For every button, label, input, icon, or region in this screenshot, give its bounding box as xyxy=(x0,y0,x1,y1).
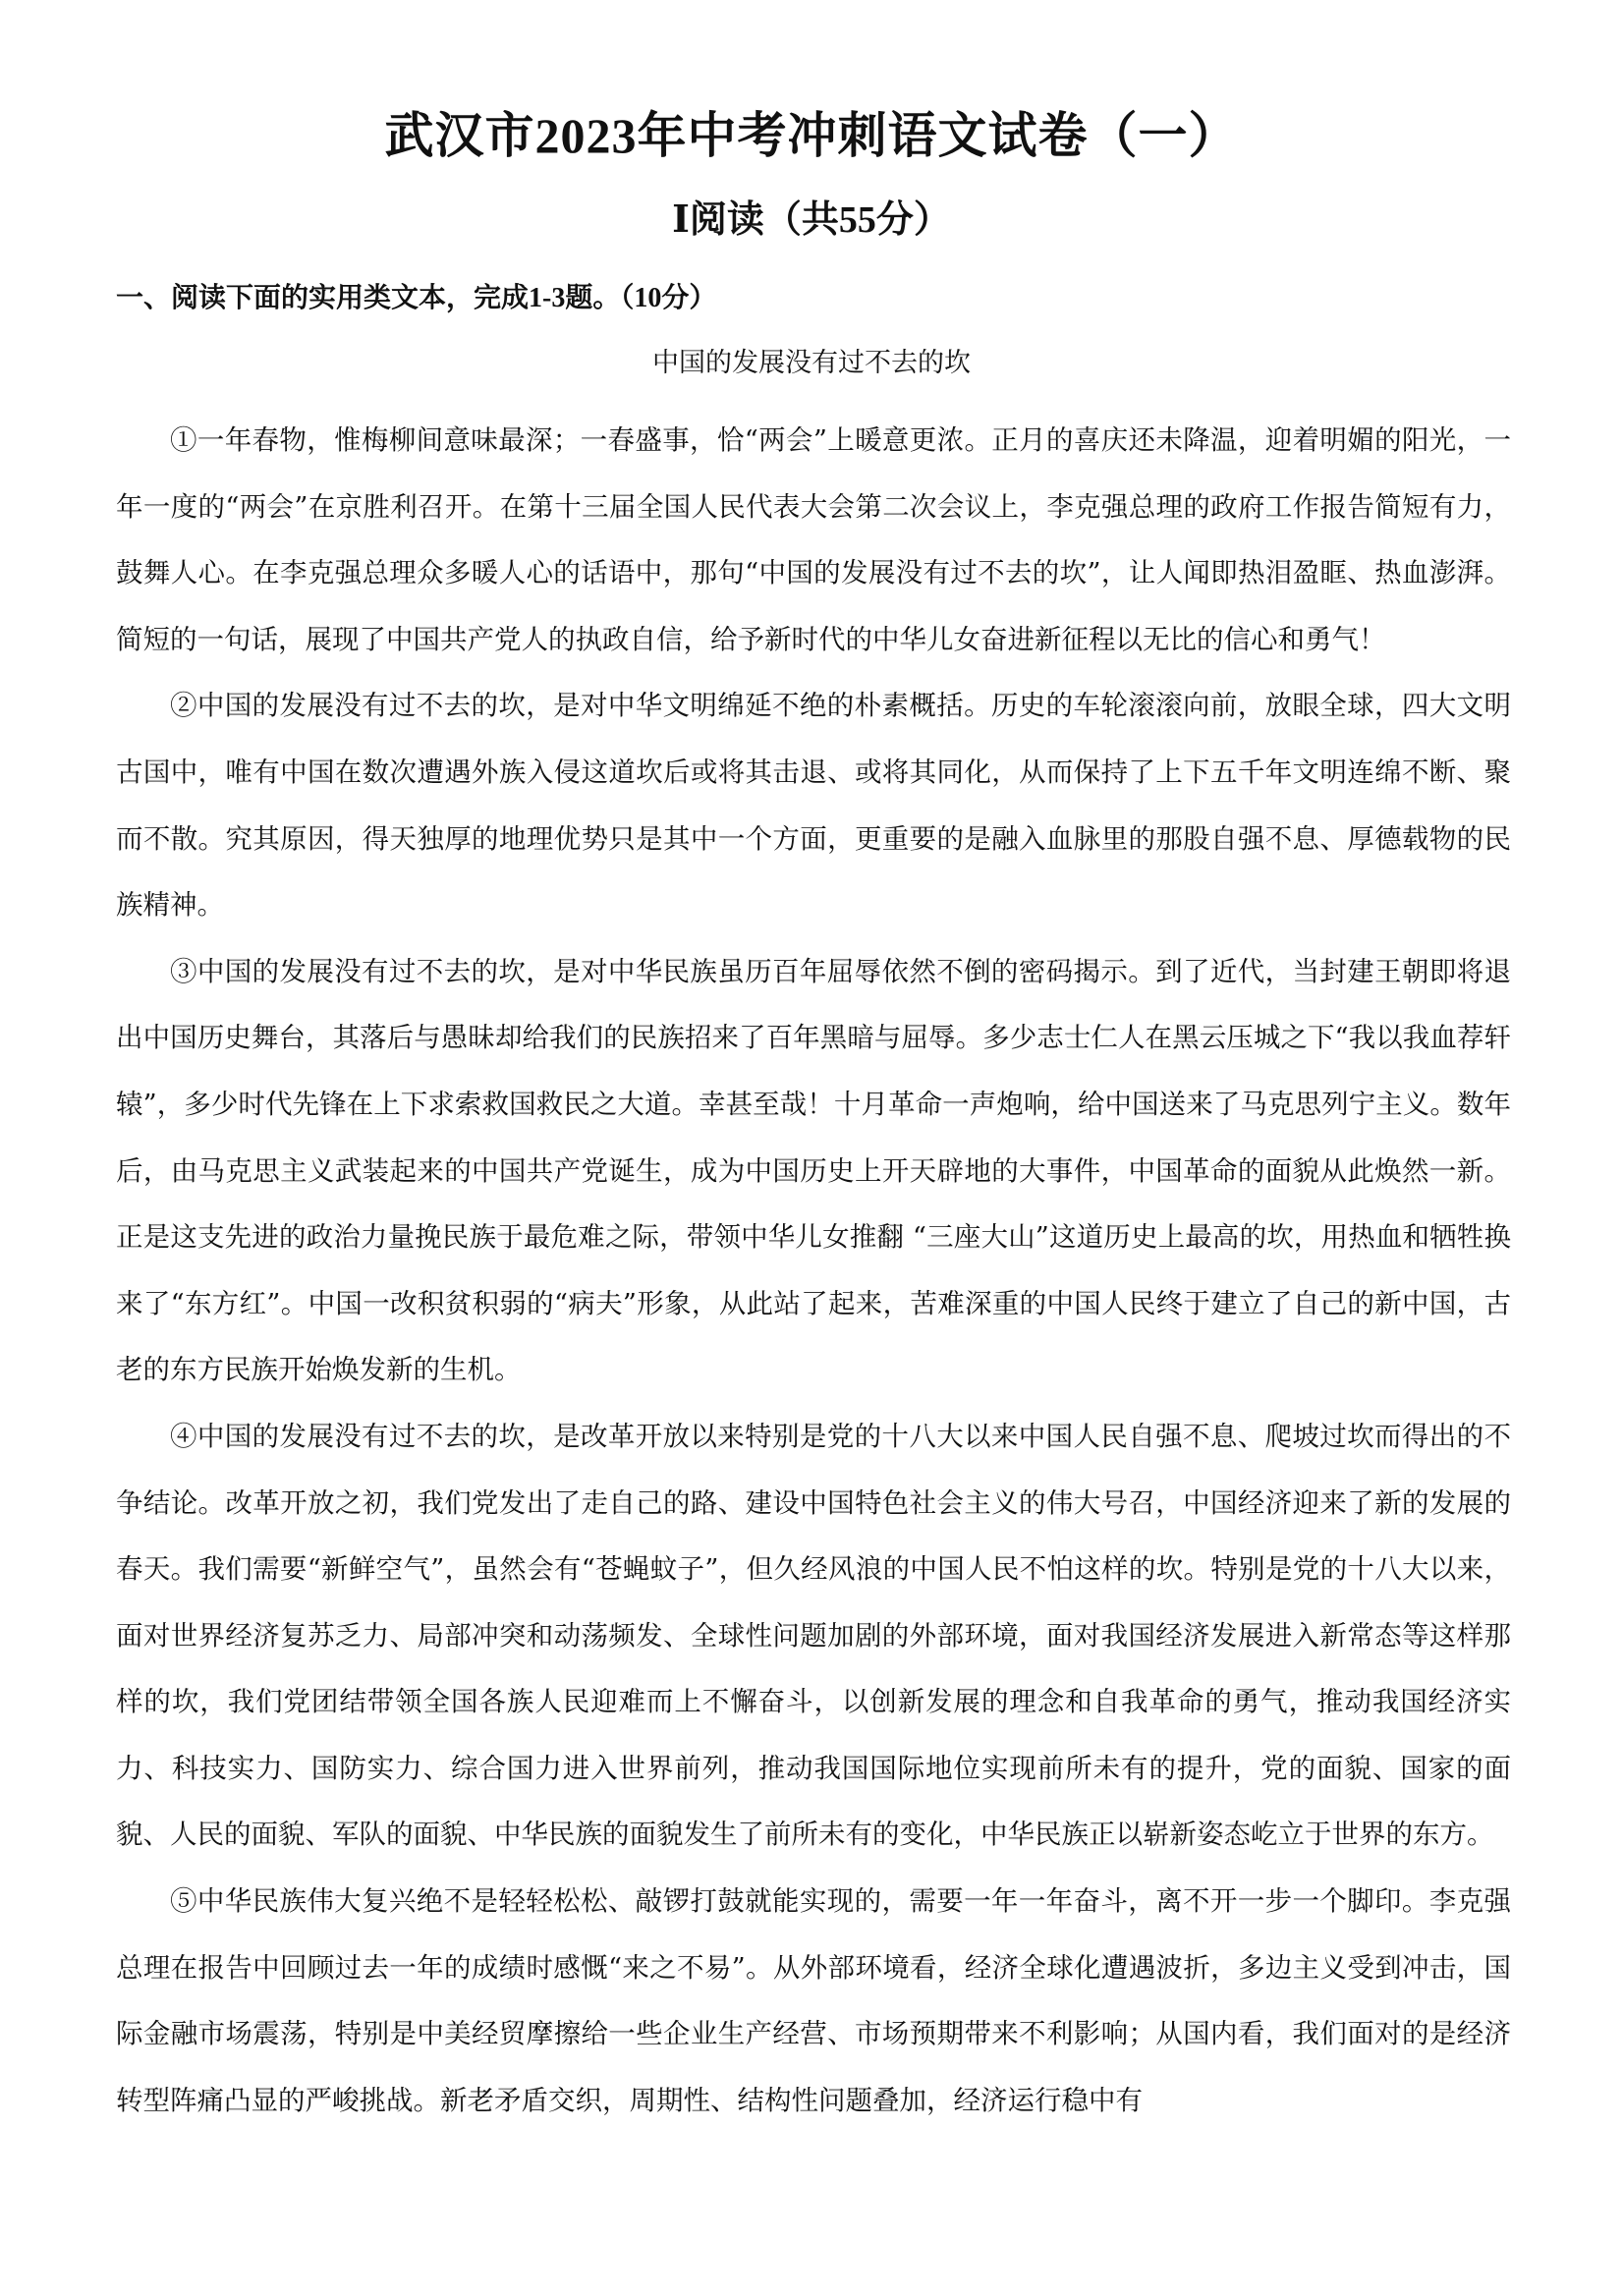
article-title: 中国的发展没有过不去的坎 xyxy=(652,348,971,378)
paragraph-2: ②中国的发展没有过不去的坎，是对中华文明绵延不绝的朴素概括。历史的车轮滚滚向前，放眼全球，四大文明古国中，唯有中国在数次遭遇外族入侵这道坎后或将其击退、或将其同化，从而保持了上下五千年文明连绵不断、聚而不散。究其原因，得天独厚的地理优势只是其中一个方面，更重要的是融入血脉里的那股自强不息、厚德载物的民族精神。 xyxy=(116,690,1511,922)
question-heading: 一、阅读下面的实用类文本，完成1-3题。（10分） xyxy=(116,283,717,313)
exam-title: 武汉市2023年中考冲刺语文试卷（一） xyxy=(384,108,1239,163)
section-title: Ⅰ阅读（共55分） xyxy=(672,199,951,241)
article-body xyxy=(116,408,1511,2134)
paragraph-1: ①一年春物，惟梅柳间意味最深；一春盛事，恰“两会”上暖意更浓。正月的喜庆还未降温，迎着明媚的阳光，一年一度的“两会”在京胜利召开。在第十三届全国人民代表大会第二次会议上，李克强总理的政府工作报告简短有力，鼓舞人心。在李克强总理众多暖人心的话语中，那句“中国的发展没有过不去的坎”，让人闻即热泪盈眶、热血澎湃。简短的一句话，展现了中国共产党人的执政自信，给予新时代的中华儿女奋进新征程以无比的信心和勇气！ xyxy=(116,424,1511,655)
paragraph-5: ⑤中华民族伟大复兴绝不是轻轻松松、敲锣打鼓就能实现的，需要一年一年奋斗，离不开一步一个脚印。李克强总理在报告中回顾过去一年的成绩时感慨“来之不易”。从外部环境看，经济全球化遭遇波折，多边主义受到冲击，国际金融市场震荡，特别是中美经贸摩擦给一些企业生产经营、市场预期带来不利影响；从国内看，我们面对的是经济转型阵痛凸显的严峻挑战。新老矛盾交织，周期性、结构性问题叠加，经济运行稳中有 xyxy=(116,1885,1511,2116)
paragraph-3: ③中国的发展没有过不去的坎，是对中华民族虽历百年屈辱依然不倒的密码揭示。到了近代，当封建王朝即将退出中国历史舞台，其落后与愚昧却给我们的民族招来了百年黑暗与屈辱。多少志士仁人在黑云压城之下“我以我血荐轩辕”，多少时代先锋在上下求索救国救民之大道。幸甚至哉！十月革命一声炮响，给中国送来了马克思列宁主义。数年后，由马克思主义武装起来的中国共产党诞生，成为中国历史上开天辟地的大事件，中国革命的面貌从此焕然一新。正是这支先进的政治力量挽民族于最危难之际，带领中华儿女推翻 “三座大山”这道历史上最高的坎，用热血和牺牲换来了“东方红”。中国一改积贫积弱的“病夫”形象，从此站了起来，苦难深重的中国人民终于建立了自己的新中国，古老的东方民族开始焕发新的生机。 xyxy=(116,955,1511,1386)
paragraph-4: ④中国的发展没有过不去的坎，是改革开放以来特别是党的十八大以来中国人民自强不息、爬坡过坎而得出的不争结论。改革开放之初，我们党发出了走自己的路、建设中国特色社会主义的伟大号召，中国经济迎来了新的发展的春天。我们需要“新鲜空气”，虽然会有“苍蝇蚊子”，但久经风浪的中国人民不怕这样的坎。特别是党的十八大以来，面对世界经济复苏乏力、局部冲突和动荡频发、全球性问题加剧的外部环境，面对我国经济发展进入新常态等这样那样的坎，我们党团结带领全国各族人民迎难而上不懈奋斗，以创新发展的理念和自我革命的勇气，推动我国经济实力、科技实力、国防实力、综合国力进入世界前列，推动我国国际地位实现前所未有的提升，党的面貌、国家的面貌、人民的面貌、军队的面貌、中华民族的面貌发生了前所未有的变化，中华民族正以崭新姿态屹立于世界的东方。 xyxy=(116,1420,1511,1851)
